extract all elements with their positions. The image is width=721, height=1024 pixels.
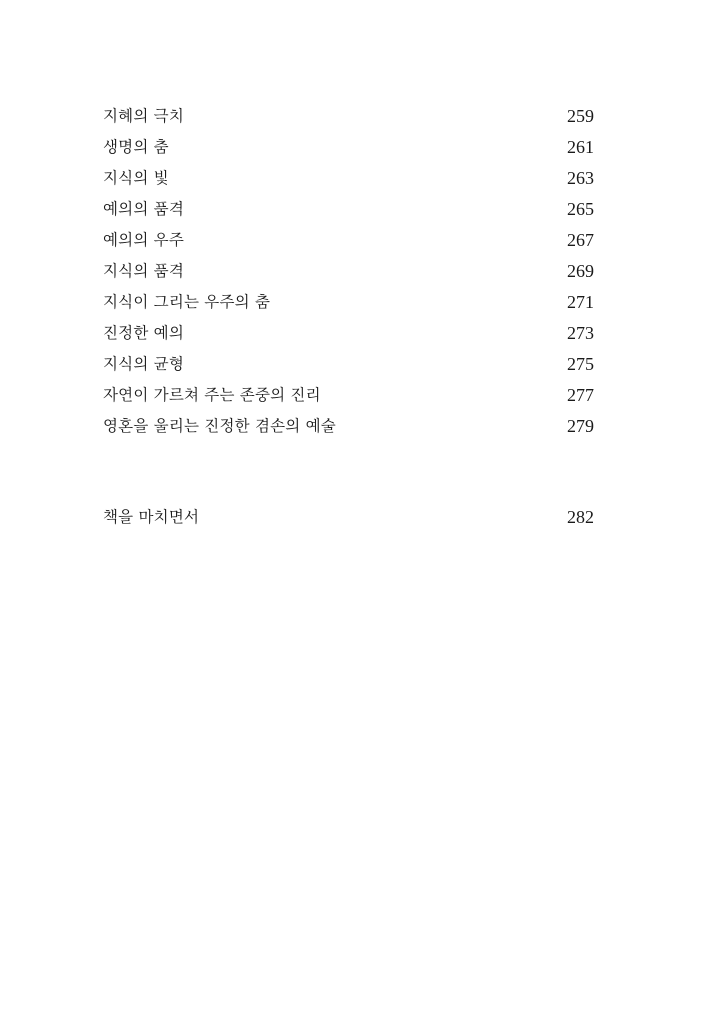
toc-entry-closing: [103, 502, 594, 533]
toc-entry-title: 자연이 가르쳐 주는 존중의 진리: [103, 386, 321, 404]
toc-entry-title: 예의의 품격: [103, 200, 184, 218]
toc-entry-title: 영혼을 울리는 진정한 겸손의 예술: [103, 417, 336, 435]
toc-entry: [103, 225, 594, 256]
toc-entry-title: 지식의 균형: [103, 355, 184, 373]
toc-entry-page: 279: [567, 416, 594, 436]
toc-entry: [103, 380, 594, 411]
toc-entry-page: 265: [567, 199, 594, 219]
toc-entry: [103, 132, 594, 163]
toc-entry-title: 책을 마치면서: [103, 508, 200, 526]
toc-entry: [103, 411, 594, 442]
toc-entry-page: 282: [567, 507, 594, 527]
toc-entry: [103, 194, 594, 225]
toc-entry-title: 예의의 우주: [103, 231, 184, 249]
toc-entry-page: 275: [567, 354, 594, 374]
toc-entry: [103, 256, 594, 287]
table-of-contents: [103, 101, 594, 442]
toc-entry-page: 269: [567, 261, 594, 281]
toc-entry: [103, 349, 594, 380]
toc-entry-page: 259: [567, 106, 594, 126]
toc-entry-page: 271: [567, 292, 594, 312]
toc-entry-page: 273: [567, 323, 594, 343]
toc-entry: [103, 287, 594, 318]
toc-entry: [103, 163, 594, 194]
toc-entry-page: 263: [567, 168, 594, 188]
toc-closing-section: [103, 502, 594, 533]
toc-entry-page: 261: [567, 137, 594, 157]
toc-entry-title: 지식의 품격: [103, 262, 184, 280]
toc-entry: [103, 318, 594, 349]
toc-entry-page: 267: [567, 230, 594, 250]
toc-entry-title: 지식이 그리는 우주의 춤: [103, 293, 271, 311]
toc-entry-title: 생명의 춤: [103, 138, 169, 156]
toc-entry-title: 진정한 예의: [103, 324, 184, 342]
toc-entry-page: 277: [567, 385, 594, 405]
toc-entry-title: 지식의 빛: [103, 169, 169, 187]
toc-entry-title: 지혜의 극치: [103, 107, 184, 125]
toc-entry: [103, 101, 594, 132]
